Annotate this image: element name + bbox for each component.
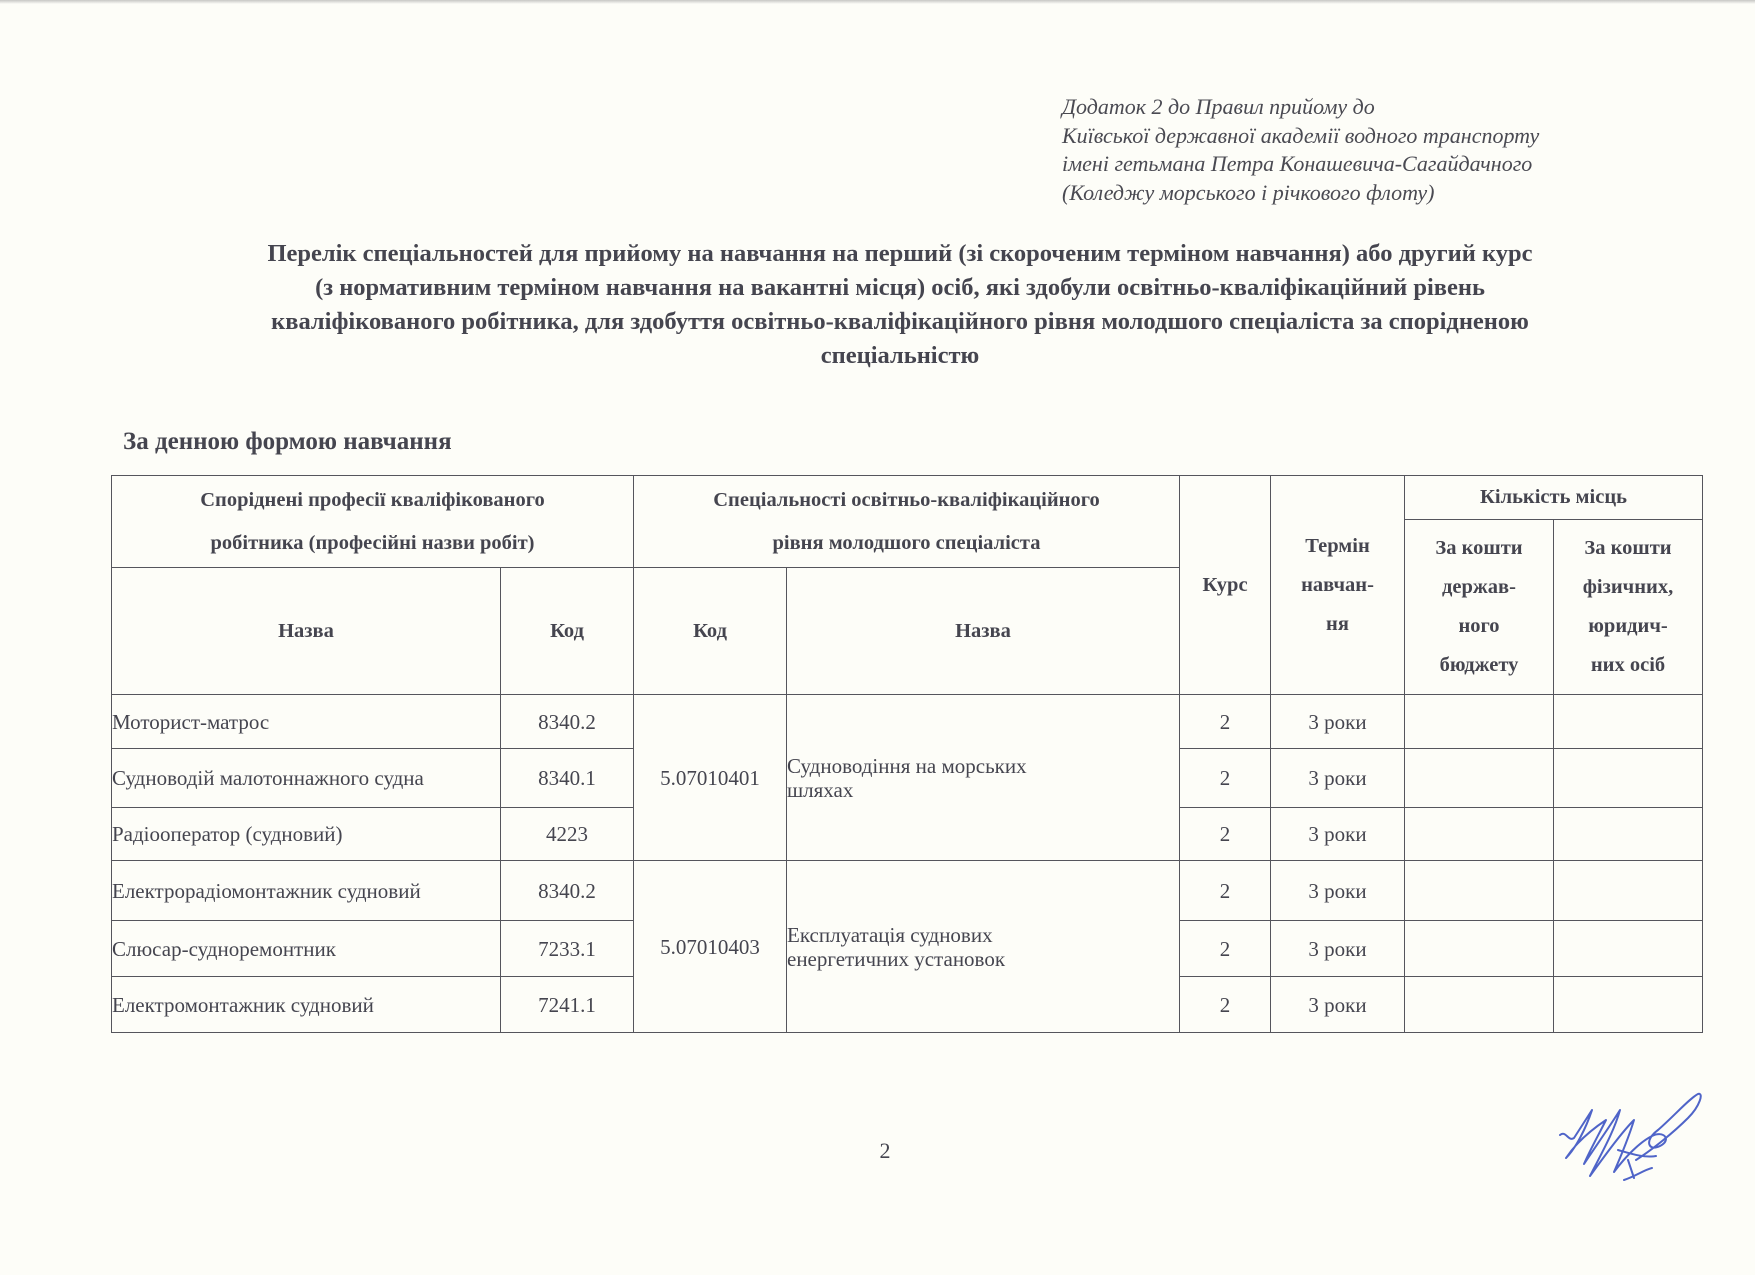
header-text: Споріднені професії кваліфікованого [200,488,545,511]
term-cell: 3 роки [1271,695,1405,749]
header-text: За кошти [1584,537,1672,559]
title-line: (з нормативним терміном навчання на вакантні місця) осіб, які здобули освітньо-кваліфікаційний рівень [315,274,1485,301]
header-prof-name: Назва [112,568,501,695]
private-places-cell [1554,695,1703,749]
budget-places-cell [1405,749,1554,808]
budget-places-cell [1405,977,1554,1033]
prof-name-text: Судноводій малотоннажного судна [112,766,424,790]
header-places: Кількість місць [1405,476,1703,520]
appendix-line: Додаток 2 до Правил прийому до [1062,94,1375,119]
term-cell: 3 роки [1271,977,1405,1033]
header-row [112,476,1703,520]
signature-image [1548,1080,1708,1200]
appendix-line: Київської державної академії водного транспорту [1062,122,1540,148]
title-line: спеціальністю [820,342,980,369]
budget-places-cell [1405,695,1554,749]
prof-name-cell [112,749,501,808]
header-text: ня [1326,612,1349,635]
private-places-cell [1554,921,1703,977]
course-cell: 2 [1180,921,1271,977]
header-term [1271,476,1405,695]
course-cell: 2 [1180,861,1271,921]
header-budget [1405,520,1554,695]
header-text: юридич- [1588,615,1668,637]
budget-places-cell [1405,861,1554,921]
prof-name-cell: Електромонтажник судновий [112,977,501,1033]
header-text: Термін [1305,534,1370,557]
table-row [112,861,1703,921]
prof-code-cell: 4223 [501,808,634,861]
header-professions-group [112,476,634,568]
prof-name-cell [112,861,501,921]
term-cell: 3 роки [1271,861,1405,921]
private-places-cell [1554,861,1703,921]
signature-stroke [1560,1094,1701,1176]
title-line: Перелік спеціальностей для прийому на навчання на перший (зі скороченим терміном навчання) або другий курс [267,240,1533,267]
header-text: рівня молодшого спеціаліста [772,531,1041,554]
course-cell: 2 [1180,977,1271,1033]
signature-strokes [1560,1094,1701,1180]
document-title [110,237,1690,373]
budget-places-cell [1405,808,1554,861]
term-cell: 3 роки [1271,921,1405,977]
spec-name-cell [787,695,1180,861]
header-course: Курс [1180,476,1271,695]
appendix-line: (Коледжу морського і річкового флоту) [1062,179,1435,205]
header-private [1554,520,1703,695]
title-line: кваліфікованого робітника, для здобуття освітньо-кваліфікаційного рівня молодшого спеціаліста за спорідненою [271,308,1529,335]
header-text: Спеціальності освітньо-кваліфікаційного [713,488,1100,511]
prof-name-cell: Слюсар-судноремонтник [112,921,501,977]
prof-name-cell: Моторист-матрос [112,695,501,749]
spec-code-cell: 5.07010403 [634,861,787,1033]
prof-code-cell: 7233.1 [501,921,634,977]
header-text: бюджету [1439,654,1519,676]
spec-name-text: Експлуатація суднових енергетичних установок [787,922,1006,971]
header-text: них осіб [1590,654,1666,676]
prof-code-cell: 8340.2 [501,861,634,921]
prof-code-cell: 7241.1 [501,977,634,1033]
prof-code-cell: 8340.1 [501,749,634,808]
term-cell: 3 роки [1271,808,1405,861]
private-places-cell [1554,749,1703,808]
header-text: ного [1458,615,1500,637]
scan-edge [0,0,1755,4]
course-cell: 2 [1180,695,1271,749]
header-text: За кошти [1435,537,1523,559]
header-text: навчан- [1301,573,1374,596]
prof-name-cell: Радіооператор (судновий) [112,808,501,861]
header-text: фізичних, [1582,576,1674,598]
prof-name-text: Електрорадіомонтажник судновий [112,878,421,903]
header-text: робітника (професійні назви робіт) [210,531,535,554]
table-row [112,695,1703,749]
appendix-note [1062,93,1682,207]
course-cell: 2 [1180,808,1271,861]
appendix-line: імені гетьмана Петра Конашевича-Сагайдачного [1062,151,1533,176]
term-cell: 3 роки [1271,749,1405,808]
prof-code-cell: 8340.2 [501,695,634,749]
header-spec-name: Назва [787,568,1180,695]
budget-places-cell [1405,921,1554,977]
private-places-cell [1554,977,1703,1033]
page-number: 2 [879,1138,891,1163]
spec-name-text: Судноводіння на морських шляхах [787,753,1027,802]
header-text: держав- [1442,576,1516,598]
private-places-cell [1554,808,1703,861]
header-prof-code: Код [501,568,634,695]
spec-name-cell [787,861,1180,1033]
signature-stroke [1624,1160,1652,1180]
header-specialties-group [634,476,1180,568]
header-spec-code: Код [634,568,787,695]
spec-code-cell: 5.07010401 [634,695,787,861]
specialties-table [111,475,1703,1033]
section-subtitle: За денною формою навчання [123,428,452,455]
course-cell: 2 [1180,749,1271,808]
